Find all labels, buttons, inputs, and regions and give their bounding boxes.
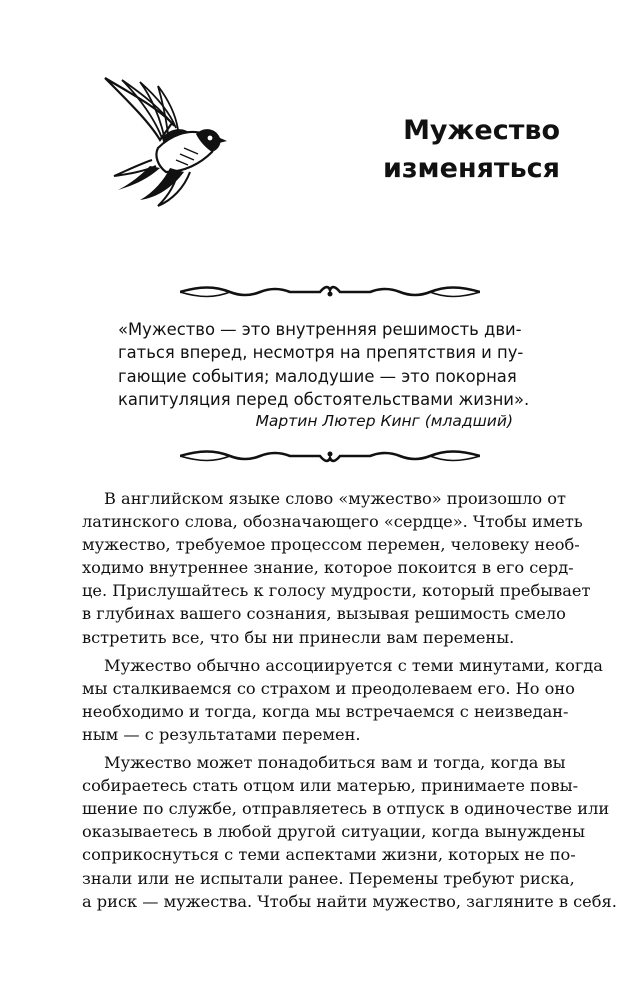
quote-line: «Мужество — это внутренняя решимость дви- bbox=[118, 320, 522, 339]
text-line: встретить все, что бы ни принесли вам перемены. bbox=[82, 627, 515, 647]
ornament-divider-bottom bbox=[180, 446, 480, 466]
text-line: а риск — мужества. Чтобы найти мужество, загляните в себя. bbox=[82, 891, 617, 911]
quote-line: капитуляция перед обстоятельствами жизни». bbox=[118, 389, 530, 409]
chapter-title-line-2: изменяться bbox=[382, 153, 560, 184]
epigraph-quote bbox=[118, 318, 530, 411]
text-line: знали или не испытали ранее. Перемены требуют риска, bbox=[82, 868, 575, 888]
chapter-title-line-1: Мужество bbox=[403, 115, 560, 146]
text-line: В английском языке слово «мужество» произошло от bbox=[104, 489, 566, 508]
text-line: Мужество может понадобиться вам и тогда, когда вы bbox=[104, 753, 566, 773]
quote-author: Мартин Лютер Кинг (младший) bbox=[255, 412, 513, 430]
text-line: соприкоснуться с теми аспектами жизни, которых не по- bbox=[82, 845, 576, 865]
paragraph bbox=[82, 751, 617, 913]
swallow-icon bbox=[100, 68, 230, 218]
text-line: мы сталкиваемся со страхом и преодолеваем его. Но оно bbox=[82, 678, 575, 698]
quote-line: гаться вперед, несмотря на препятствия и пу- bbox=[118, 343, 524, 363]
text-line: мужество, требуемое процессом перемен, человеку необ- bbox=[82, 535, 580, 555]
text-line: оказываетесь в любой другой ситуации, когда вынуждены bbox=[82, 822, 585, 842]
paragraph bbox=[82, 487, 591, 649]
paragraph bbox=[82, 654, 603, 746]
chapter-title bbox=[330, 112, 560, 188]
text-line: в глубинах вашего сознания, вызывая решимость смело bbox=[82, 604, 566, 624]
body-text bbox=[82, 487, 617, 918]
quote-line: гающие события; малодушие — это покорная bbox=[118, 366, 517, 386]
text-line: шение по службе, отправляетесь в отпуск в одиночестве или bbox=[82, 799, 610, 819]
text-line: латинского слова, обозначающего «сердце». Чтобы иметь bbox=[82, 512, 583, 532]
text-line: Мужество обычно ассоциируется с теми минутами, когда bbox=[104, 655, 603, 675]
text-line: собираетесь стать отцом или матерью, принимаете повы- bbox=[82, 776, 579, 796]
text-line: це. Прислушайтесь к голосу мудрости, который пребывает bbox=[82, 581, 591, 601]
text-line: необходимо и тогда, когда мы встречаемся с неизведан- bbox=[82, 701, 569, 721]
text-line: ным — с результатами перемен. bbox=[82, 724, 361, 744]
ornament-divider-top bbox=[180, 282, 480, 302]
text-line: ходимо внутреннее знание, которое покоится в его серд- bbox=[82, 558, 574, 578]
